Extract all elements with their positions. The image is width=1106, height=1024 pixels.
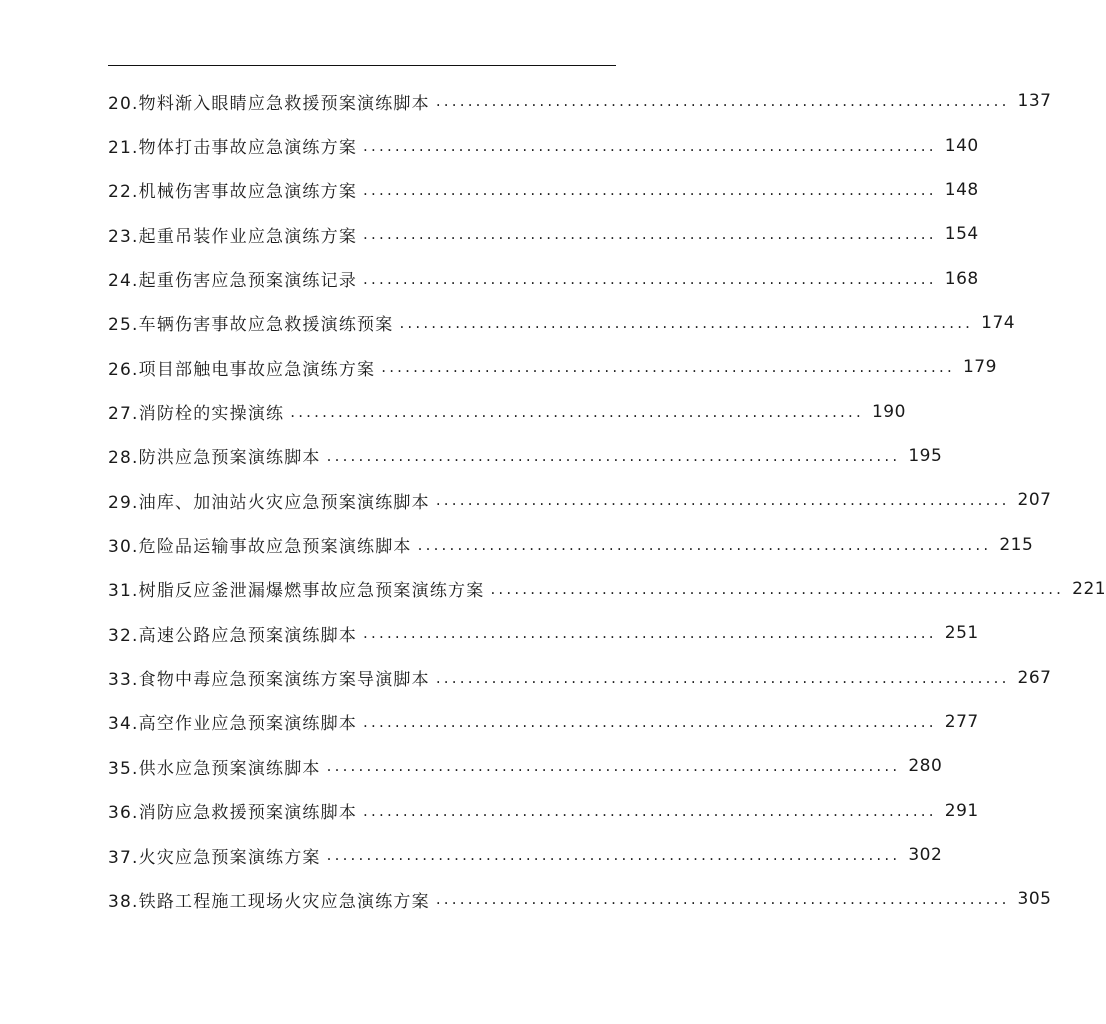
- toc-entry[interactable]: [108, 301, 1016, 345]
- toc-entry[interactable]: [108, 789, 979, 833]
- toc-entry-title: 29.油库、加油站火灾应急预案演练脚本: [108, 492, 430, 513]
- toc-entry-page: 302: [908, 845, 943, 866]
- toc-entry-page: 305: [1017, 889, 1052, 910]
- toc-entry[interactable]: [108, 168, 979, 212]
- toc-entry-title: 22.机械伤害事故应急演练方案: [108, 182, 358, 203]
- toc-entry-page: 291: [944, 800, 979, 821]
- toc-leader-dots: ........................................................................: [490, 579, 1065, 598]
- toc-entry-title: 37.火灾应急预案演练方案: [108, 847, 321, 868]
- toc-entry[interactable]: [108, 522, 1034, 566]
- toc-entry-page: 148: [944, 179, 979, 200]
- toc-entry-page: 207: [1017, 490, 1052, 511]
- toc-leader-dots: ........................................................................: [290, 402, 864, 421]
- toc-entry-title: 28.防洪应急预案演练脚本: [108, 448, 321, 469]
- toc-leader-dots: ........................................................................: [435, 92, 1010, 111]
- toc-entry-title: 35.供水应急预案演练脚本: [108, 758, 321, 779]
- table-of-contents: [108, 79, 1106, 922]
- toc-entry[interactable]: [108, 567, 1106, 611]
- toc-leader-dots: ........................................................................: [363, 269, 937, 288]
- toc-entry-title: 25.车辆伤害事故应急救援演练预案: [108, 315, 394, 336]
- toc-entry[interactable]: [108, 744, 943, 788]
- toc-entry-page: 168: [944, 268, 979, 289]
- toc-entry[interactable]: [108, 256, 979, 300]
- toc-entry[interactable]: [108, 478, 1052, 522]
- toc-entry[interactable]: [108, 655, 1052, 699]
- toc-entry-page: 280: [908, 756, 943, 777]
- toc-entry[interactable]: [108, 389, 906, 433]
- toc-leader-dots: ........................................................................: [363, 624, 937, 643]
- toc-entry-page: 267: [1017, 667, 1052, 688]
- toc-entry[interactable]: [108, 611, 979, 655]
- toc-entry-title: 34.高空作业应急预案演练脚本: [108, 714, 358, 735]
- toc-entry-page: 174: [981, 312, 1016, 333]
- toc-leader-dots: ........................................................................: [363, 801, 937, 820]
- toc-entry[interactable]: [108, 345, 997, 389]
- toc-entry-page: 251: [944, 623, 979, 644]
- toc-leader-dots: ........................................................................: [381, 358, 955, 377]
- toc-leader-dots: ........................................................................: [326, 446, 901, 465]
- toc-leader-dots: ........................................................................: [363, 712, 937, 731]
- toc-entry-page: 137: [1017, 91, 1052, 112]
- toc-entry[interactable]: [108, 877, 1052, 921]
- toc-entry-page: 277: [944, 711, 979, 732]
- toc-leader-dots: ........................................................................: [435, 491, 1010, 510]
- toc-leader-dots: ........................................................................: [326, 757, 901, 776]
- toc-entry-title: 20.物料渐入眼睛应急救援预案演练脚本: [108, 93, 430, 114]
- toc-entry-title: 30.危险品运输事故应急预案演练脚本: [108, 537, 412, 558]
- toc-entry[interactable]: [108, 833, 943, 877]
- toc-entry[interactable]: [108, 79, 1052, 123]
- toc-entry[interactable]: [108, 212, 979, 256]
- toc-leader-dots: ........................................................................: [435, 668, 1010, 687]
- toc-leader-dots: ........................................................................: [363, 136, 937, 155]
- toc-leader-dots: ........................................................................: [435, 890, 1010, 909]
- toc-entry-title: 26.项目部触电事故应急演练方案: [108, 359, 376, 380]
- toc-entry-page: 221: [1072, 578, 1106, 599]
- toc-entry-title: 27.消防栓的实操演练: [108, 404, 285, 425]
- toc-entry-title: 36.消防应急救援预案演练脚本: [108, 803, 358, 824]
- toc-entry[interactable]: [108, 434, 943, 478]
- toc-entry-title: 24.起重伤害应急预案演练记录: [108, 271, 358, 292]
- toc-entry-title: 33.食物中毒应急预案演练方案导演脚本: [108, 670, 430, 691]
- toc-entry-title: 21.物体打击事故应急演练方案: [108, 138, 358, 159]
- header-rule: [108, 65, 616, 66]
- toc-entry-page: 195: [908, 445, 943, 466]
- toc-leader-dots: ........................................................................: [417, 535, 992, 554]
- toc-entry-page: 190: [871, 401, 906, 422]
- toc-entry-title: 32.高速公路应急预案演练脚本: [108, 625, 358, 646]
- toc-entry-title: 23.起重吊装作业应急演练方案: [108, 226, 358, 247]
- toc-entry[interactable]: [108, 123, 979, 167]
- toc-entry-title: 38.铁路工程施工现场火灾应急演练方案: [108, 891, 430, 912]
- toc-entry-page: 179: [962, 357, 997, 378]
- toc-entry-page: 215: [999, 534, 1034, 555]
- toc-entry-page: 154: [944, 224, 979, 245]
- toc-entry[interactable]: [108, 700, 979, 744]
- toc-leader-dots: ........................................................................: [326, 846, 901, 865]
- toc-entry-title: 31.树脂反应釜泄漏爆燃事故应急预案演练方案: [108, 581, 485, 602]
- toc-leader-dots: ........................................................................: [363, 225, 937, 244]
- toc-leader-dots: ........................................................................: [363, 180, 937, 199]
- toc-entry-page: 140: [944, 135, 979, 156]
- toc-leader-dots: ........................................................................: [399, 313, 974, 332]
